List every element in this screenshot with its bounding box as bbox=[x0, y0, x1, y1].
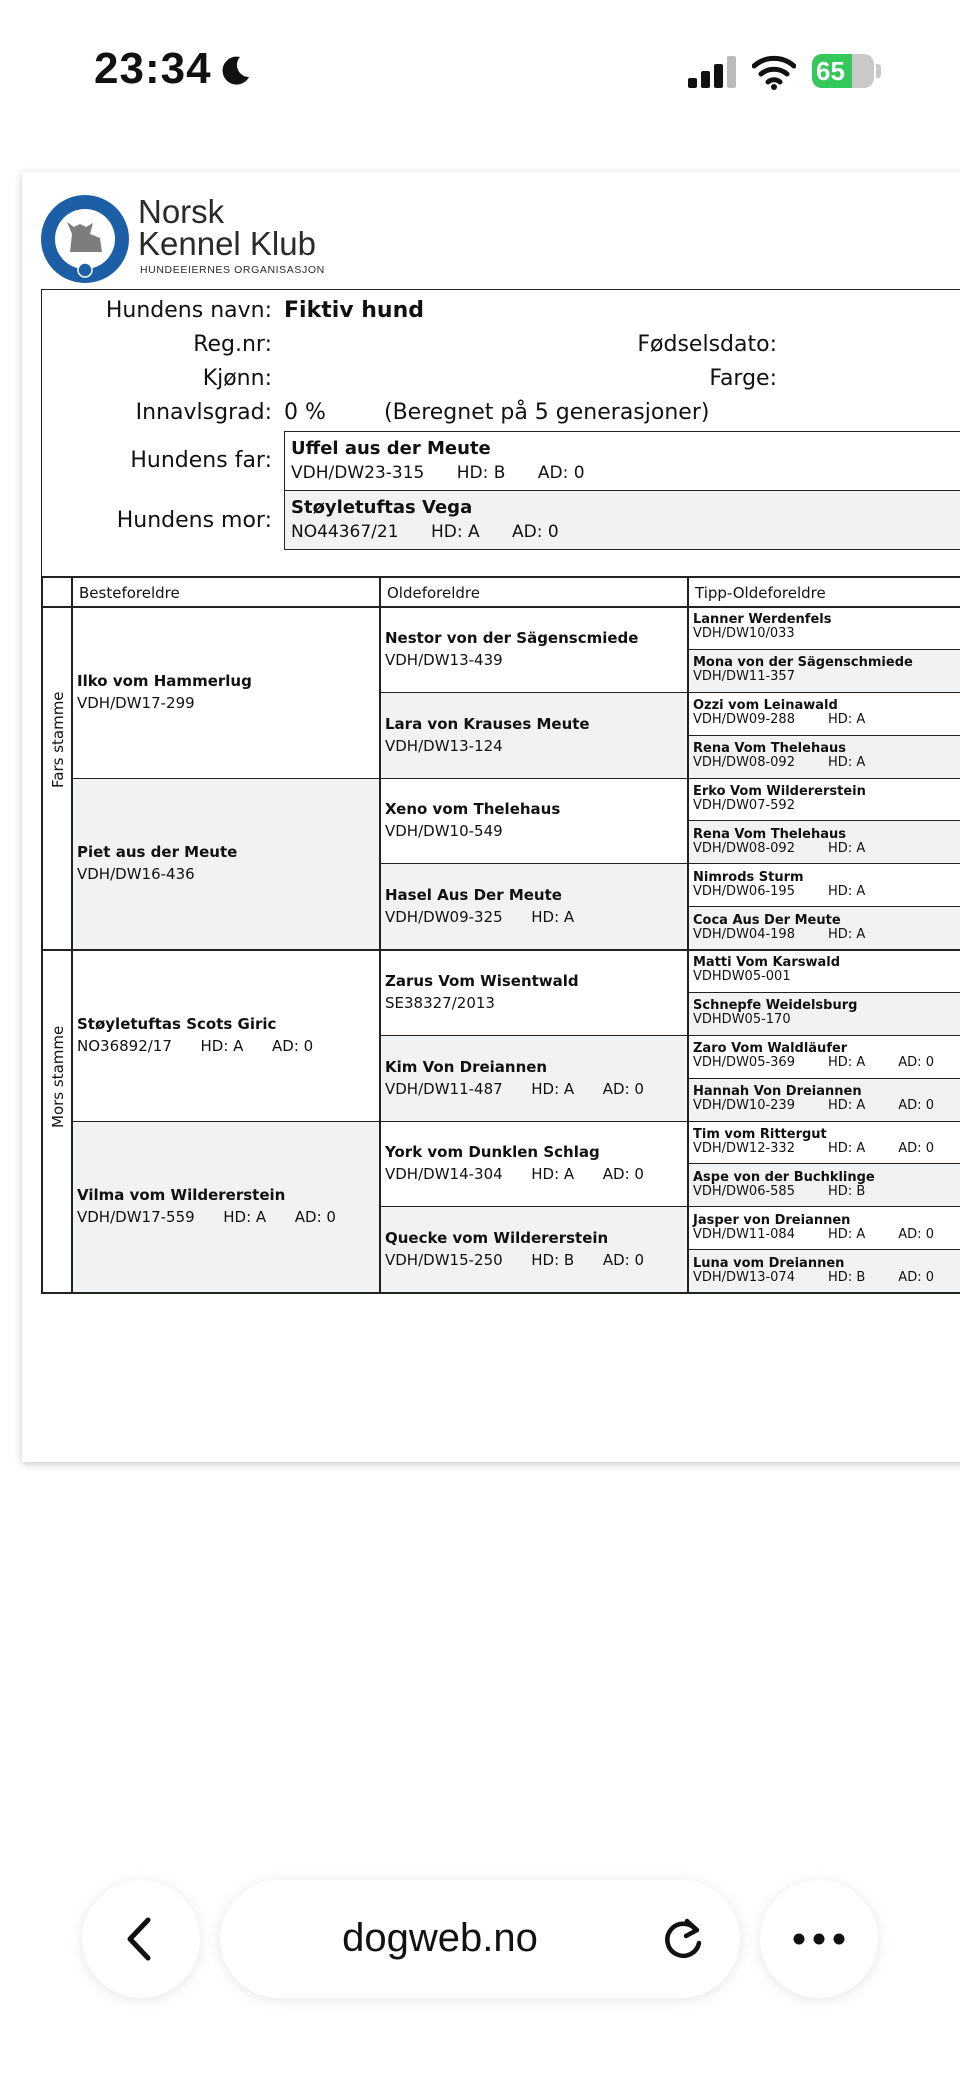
great-great-grandparent-13-details: VDH/DW12-332 HD: A AD: 0 bbox=[693, 1140, 934, 1156]
great-great-grandparent-8-name: Coca Aus Der Meute bbox=[693, 912, 841, 928]
great-grandparent-6-name: Kim Von Dreiannen bbox=[385, 1057, 548, 1076]
great-grandparent-7-name: York vom Dunklen Schlag bbox=[385, 1143, 600, 1162]
grid-header-line bbox=[41, 606, 960, 608]
great-great-grandparent-9 bbox=[693, 956, 960, 984]
great-great-grandparent-8 bbox=[693, 914, 960, 942]
great-grandparent-3-details: VDH/DW10-549 bbox=[385, 822, 503, 841]
sex-label: Kjønn: bbox=[202, 366, 272, 391]
grandparent-4-details: VDH/DW17-559 HD: A AD: 0 bbox=[77, 1208, 336, 1227]
great-great-grandparent-3-name: Ozzi vom Leinawald bbox=[693, 698, 838, 714]
reg-nr-label: Reg.nr: bbox=[193, 332, 272, 357]
great-grandparent-4 bbox=[385, 886, 683, 926]
header-oldeforeldre: Oldeforeldre bbox=[387, 584, 481, 602]
grid-gggp-line-14 bbox=[687, 1206, 960, 1207]
great-great-grandparent-13-name: Tim vom Rittergut bbox=[693, 1126, 827, 1142]
great-great-grandparent-15-name: Jasper von Dreiannen bbox=[693, 1212, 851, 1228]
wifi-icon bbox=[752, 54, 796, 90]
more-button[interactable] bbox=[760, 1880, 878, 1998]
pedigree-table bbox=[41, 576, 960, 1292]
grid-gggp-line-4 bbox=[687, 778, 960, 779]
great-great-grandparent-2 bbox=[693, 656, 960, 684]
great-grandparent-1-name: Nestor von der Sägenscmiede bbox=[385, 628, 639, 647]
father-name: Uffel aus der Meute bbox=[291, 438, 491, 459]
great-grandparent-8-details: VDH/DW15-250 HD: B AD: 0 bbox=[385, 1251, 644, 1270]
great-great-grandparent-16-details: VDH/DW13-074 HD: B AD: 0 bbox=[693, 1269, 934, 1285]
father-box bbox=[284, 431, 960, 491]
status-bar bbox=[0, 0, 960, 140]
grid-gggp-line-5 bbox=[687, 820, 960, 821]
great-great-grandparent-8-details: VDH/DW04-198 HD: A bbox=[693, 926, 866, 942]
header-tipp-oldeforeldre: Tipp-Oldeforeldre bbox=[695, 584, 826, 602]
great-great-grandparent-9-name: Matti Vom Karswald bbox=[693, 955, 841, 971]
great-great-grandparent-14-details: VDH/DW06-585 HD: B bbox=[693, 1183, 866, 1199]
great-grandparent-3-name: Xeno vom Thelehaus bbox=[385, 800, 561, 819]
grandparent-2-name: Piet aus der Meute bbox=[77, 843, 238, 862]
brand-line-2: Kennel Klub bbox=[138, 225, 316, 262]
grid-gggp-line-3 bbox=[687, 735, 960, 736]
mother-label: Hundens mor: bbox=[116, 508, 272, 533]
great-great-grandparent-7 bbox=[693, 871, 960, 899]
great-great-grandparent-11-name: Zaro Vom Waldläufer bbox=[693, 1041, 848, 1057]
great-great-grandparent-16 bbox=[693, 1257, 960, 1285]
grandparent-4 bbox=[77, 1186, 375, 1226]
great-great-grandparent-6 bbox=[693, 828, 960, 856]
birth-date-label: Fødselsdato: bbox=[637, 332, 777, 357]
great-great-grandparent-6-details: VDH/DW08-092 HD: A bbox=[693, 840, 866, 856]
grandparent-2-details: VDH/DW16-436 bbox=[77, 865, 195, 884]
great-grandparent-3 bbox=[385, 800, 683, 840]
dog-name: Fiktiv hund bbox=[284, 298, 424, 323]
grid-gggp-line-10 bbox=[687, 1035, 960, 1036]
header-besteforeldre: Besteforeldre bbox=[79, 584, 180, 602]
inbreeding-note: (Beregnet på 5 generasjoner) bbox=[384, 400, 710, 425]
great-great-grandparent-15 bbox=[693, 1214, 960, 1242]
great-great-grandparent-4-details: VDH/DW08-092 HD: A bbox=[693, 755, 866, 771]
great-grandparent-4-details: VDH/DW09-325 HD: A bbox=[385, 908, 575, 927]
more-dots-icon bbox=[792, 1932, 846, 1946]
great-great-grandparent-2-name: Mona von der Sägenschmiede bbox=[693, 655, 913, 671]
great-grandparent-2 bbox=[385, 715, 683, 755]
grandparent-4-name: Vilma vom Wildererstein bbox=[77, 1186, 286, 1205]
great-grandparent-4-name: Hasel Aus Der Meute bbox=[385, 886, 562, 905]
great-great-grandparent-10-name: Schnepfe Weidelsburg bbox=[693, 998, 858, 1014]
great-great-grandparent-10-details: VDHDW05-170 bbox=[693, 1012, 791, 1028]
brand-tagline: HUNDEEIERNES ORGANISASJON bbox=[140, 264, 325, 276]
grandparent-2 bbox=[77, 843, 375, 883]
grandparent-3-name: Støyletuftas Scots Giric bbox=[77, 1014, 277, 1033]
great-great-grandparent-14 bbox=[693, 1171, 960, 1199]
great-great-grandparent-5-name: Erko Vom Wildererstein bbox=[693, 783, 866, 799]
great-great-grandparent-4-name: Rena Vom Thelehaus bbox=[693, 741, 846, 757]
great-great-grandparent-9-details: VDHDW05-001 bbox=[693, 969, 791, 985]
inbreeding-label: Innavlsgrad: bbox=[135, 400, 272, 425]
browser-toolbar bbox=[0, 1870, 960, 2010]
great-grandparent-1 bbox=[385, 629, 683, 669]
great-great-grandparent-12-details: VDH/DW10-239 HD: A AD: 0 bbox=[693, 1098, 934, 1114]
great-great-grandparent-2-details: VDH/DW11-357 bbox=[693, 669, 795, 685]
grid-gggp-line-12 bbox=[687, 1121, 960, 1122]
great-grandparent-2-details: VDH/DW13-124 bbox=[385, 736, 503, 755]
great-grandparent-8-name: Quecke vom Wildererstein bbox=[385, 1229, 609, 1248]
grid-gggp-line-11 bbox=[687, 1078, 960, 1079]
great-great-grandparent-15-details: VDH/DW11-084 HD: A AD: 0 bbox=[693, 1226, 934, 1242]
great-great-grandparent-1 bbox=[693, 613, 960, 641]
mother-name: Støyletuftas Vega bbox=[291, 497, 473, 518]
great-great-grandparent-12 bbox=[693, 1085, 960, 1113]
father-details: VDH/DW23-315 HD: B AD: 0 bbox=[291, 463, 585, 483]
pedigree-document bbox=[22, 172, 960, 1462]
great-great-grandparent-13 bbox=[693, 1128, 960, 1156]
grid-gggp-line-7 bbox=[687, 906, 960, 907]
grandparent-1-details: VDH/DW17-299 bbox=[77, 693, 195, 712]
moon-icon bbox=[218, 54, 252, 88]
great-great-grandparent-3 bbox=[693, 699, 960, 727]
great-great-grandparent-6-name: Rena Vom Thelehaus bbox=[693, 826, 846, 842]
mors-stamme-label: Mors stamme bbox=[49, 1025, 67, 1128]
grid-col-line-2 bbox=[379, 576, 381, 1293]
inbreeding-value: 0 % bbox=[284, 400, 326, 425]
great-great-grandparent-10 bbox=[693, 999, 960, 1027]
grandparent-3 bbox=[77, 1015, 375, 1055]
url-text: dogweb.no bbox=[342, 1916, 538, 1960]
dog-info-section bbox=[41, 289, 960, 577]
great-great-grandparent-12-name: Hannah Von Dreiannen bbox=[693, 1084, 862, 1100]
color-label: Farge: bbox=[709, 366, 777, 391]
back-button[interactable] bbox=[82, 1880, 200, 1998]
status-time: 23:34 bbox=[94, 44, 212, 93]
grid-gggp-line-1 bbox=[687, 649, 960, 650]
fars-stamme-label: Fars stamme bbox=[49, 691, 67, 788]
great-great-grandparent-3-details: VDH/DW09-288 HD: A bbox=[693, 712, 866, 728]
grid-col-line-1 bbox=[71, 576, 73, 1293]
grid-gggp-line-6 bbox=[687, 863, 960, 864]
great-grandparent-7-details: VDH/DW14-304 HD: A AD: 0 bbox=[385, 1165, 644, 1184]
grid-col-line-0 bbox=[41, 576, 43, 1293]
brand-line-1: Norsk bbox=[138, 193, 225, 230]
great-grandparent-1-details: VDH/DW13-439 bbox=[385, 650, 503, 669]
grid-gggp-line-9 bbox=[687, 992, 960, 993]
great-grandparent-6 bbox=[385, 1058, 683, 1098]
great-great-grandparent-4 bbox=[693, 742, 960, 770]
great-grandparent-7 bbox=[385, 1143, 683, 1183]
great-grandparent-5-details: SE38327/2013 bbox=[385, 993, 495, 1012]
great-grandparent-5 bbox=[385, 972, 683, 1012]
battery-percent: 65 bbox=[816, 56, 845, 86]
great-great-grandparent-1-details: VDH/DW10/033 bbox=[693, 626, 795, 642]
great-great-grandparent-7-details: VDH/DW06-195 HD: A bbox=[693, 883, 866, 899]
grandparent-3-details: NO36892/17 HD: A AD: 0 bbox=[77, 1036, 314, 1055]
great-great-grandparent-14-name: Aspe von der Buchklinge bbox=[693, 1169, 875, 1185]
great-great-grandparent-11-details: VDH/DW05-369 HD: A AD: 0 bbox=[693, 1055, 934, 1071]
great-great-grandparent-5-details: VDH/DW07-592 bbox=[693, 797, 795, 813]
great-great-grandparent-1-name: Lanner Werdenfels bbox=[693, 612, 832, 628]
grandparent-1 bbox=[77, 672, 375, 712]
great-grandparent-8 bbox=[385, 1229, 683, 1269]
mother-box bbox=[284, 490, 960, 550]
great-great-grandparent-5 bbox=[693, 785, 960, 813]
grid-bottom-line bbox=[41, 1292, 960, 1294]
chevron-left-icon bbox=[122, 1916, 156, 1962]
grid-col-line-3 bbox=[687, 576, 689, 1293]
great-grandparent-5-name: Zarus Vom Wisentwald bbox=[385, 971, 579, 990]
great-great-grandparent-7-name: Nimrods Sturm bbox=[693, 869, 804, 885]
mother-details: NO44367/21 HD: A AD: 0 bbox=[291, 522, 559, 542]
great-grandparent-2-name: Lara von Krauses Meute bbox=[385, 714, 590, 733]
address-bar[interactable] bbox=[220, 1880, 740, 1998]
great-great-grandparent-11 bbox=[693, 1042, 960, 1070]
grid-gggp-line-13 bbox=[687, 1163, 960, 1164]
great-great-grandparent-16-name: Luna vom Dreiannen bbox=[693, 1255, 845, 1271]
battery-indicator bbox=[812, 52, 882, 90]
grid-top-line bbox=[41, 576, 960, 578]
father-label: Hundens far: bbox=[130, 448, 272, 473]
great-grandparent-6-details: VDH/DW11-487 HD: A AD: 0 bbox=[385, 1079, 644, 1098]
dog-name-label: Hundens navn: bbox=[105, 298, 272, 323]
reload-icon[interactable] bbox=[660, 1916, 706, 1962]
grid-gggp-line-8 bbox=[687, 949, 960, 950]
grandparent-1-name: Ilko vom Hammerlug bbox=[77, 671, 252, 690]
grid-gggp-line-15 bbox=[687, 1249, 960, 1250]
grid-gggp-line-2 bbox=[687, 692, 960, 693]
cellular-signal-icon bbox=[688, 56, 738, 88]
nkk-logo-icon bbox=[40, 194, 130, 284]
